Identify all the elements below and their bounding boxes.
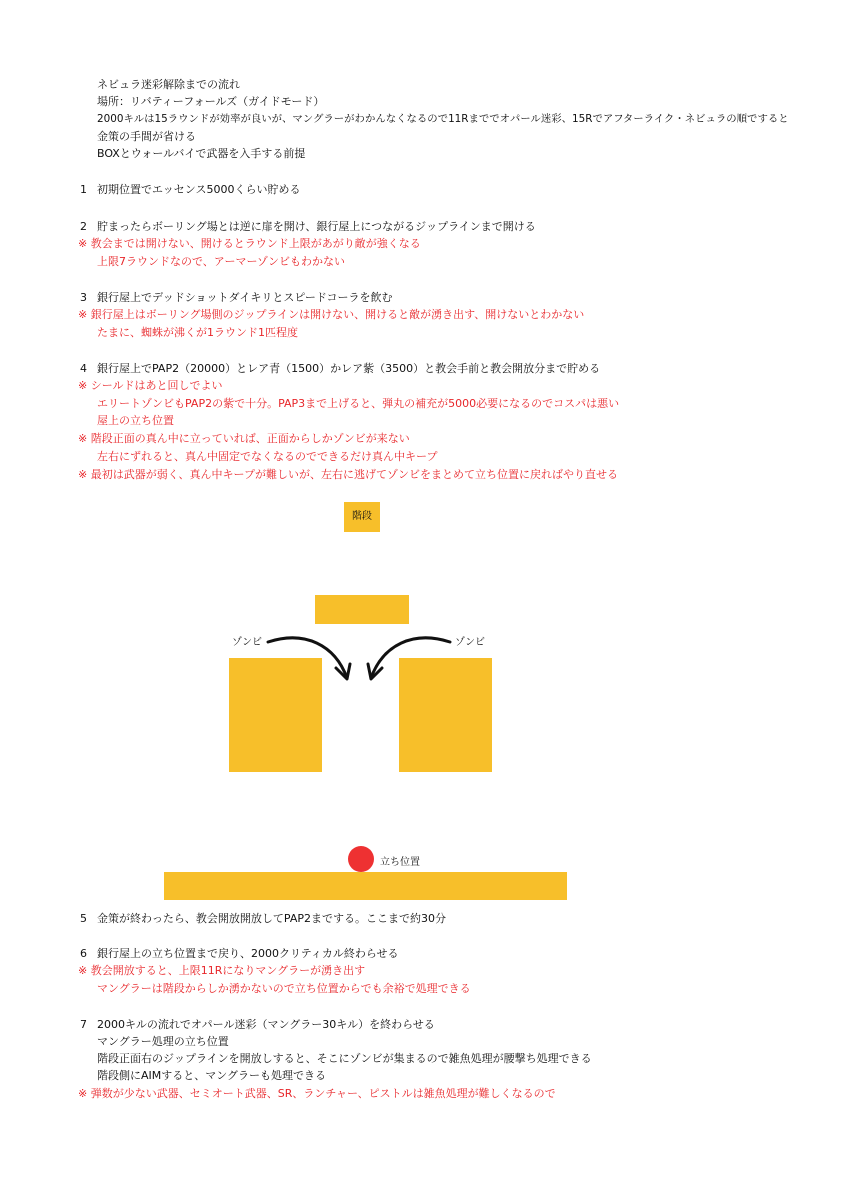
step-4-note-2: エリートゾンビもPAP2の紫で十分。PAP3まで上げると、弾丸の補充が5000必要になるのでコスパは悪い bbox=[97, 397, 620, 410]
step-2-text: 貯まったらボーリング場とは逆に扉を開け、銀行屋上につながるジップラインまで開ける bbox=[97, 220, 536, 233]
step-1-text: 初期位置でエッセンス5000くらい貯める bbox=[97, 183, 301, 196]
step-5-text: 金策が終わったら、教会開放開放してPAP2までする。ここまで約30分 bbox=[97, 912, 446, 925]
step-6-note-2: マングラーは階段からしか湧かないので立ち位置からでも余裕で処理できる bbox=[97, 982, 471, 995]
step-4-text: 銀行屋上でPAP2（20000）とレア青（1500）かレア紫（3500）と教会手前と教会開放分まで貯める bbox=[97, 362, 601, 375]
step-7-note-4: ※ 弾数が少ない武器、セミオート武器、SR、ランチャー、ピストルは雑魚処理が難しくなるので bbox=[78, 1087, 556, 1100]
step-4-note-6: ※ 最初は武器が弱く、真ん中キープが難しいが、左右に逃げてゾンビをまとめて立ち位置に戻ればやり直せる bbox=[78, 468, 618, 481]
step-4-number: 4 bbox=[80, 362, 87, 375]
step-1-number: 1 bbox=[80, 183, 87, 196]
intro-line-2: 場所：リバティーフォールズ（ガイドモード） bbox=[97, 95, 325, 108]
step-6-note-1: ※ 教会開放すると、上限11Rになりマングラーが湧き出す bbox=[78, 964, 366, 977]
zombie-left-label: ゾンビ bbox=[232, 637, 262, 648]
step-3-note-1: ※ 銀行屋上はボーリング場側のジップラインは開けない、開けると敵が湧き出す、開けないとわかない bbox=[78, 308, 585, 321]
stairs-label: 階段 bbox=[352, 511, 372, 522]
step-4-note-5: 左右にずれると、真ん中固定でなくなるのでできるだけ真ん中キープ bbox=[97, 450, 438, 463]
step-7-text: 2000キルの流れでオパール迷彩（マングラー30キル）を終わらせる bbox=[97, 1018, 435, 1031]
step-4-note-4: ※ 階段正面の真ん中に立っていれば、正面からしかゾンビが来ない bbox=[78, 432, 410, 445]
step-3-text: 銀行屋上でデッドショットダイキリとスピードコーラを飲む bbox=[97, 291, 393, 304]
rooftop-ledge bbox=[164, 872, 567, 900]
left-arrow-icon bbox=[268, 638, 347, 678]
step-3-note-2: たまに、蜘蛛が沸くが1ラウンド1匹程度 bbox=[97, 326, 298, 339]
step-2-note-1: ※ 教会までは開けない、開けるとラウンド上限があがり敵が強くなる bbox=[78, 237, 421, 250]
step-6-number: 6 bbox=[80, 947, 87, 960]
step-4-note-1: ※ シールドはあと回しでよい bbox=[78, 379, 223, 392]
right-arrow-icon bbox=[371, 638, 450, 678]
step-3-number: 3 bbox=[80, 291, 87, 304]
intro-line-1: ネビュラ迷彩解除までの流れ bbox=[97, 78, 240, 91]
step-2-note-2: 上限7ラウンドなので、アーマーゾンビもわかない bbox=[97, 255, 346, 268]
step-7-note-3: 階段側にAIMすると、マングラーも処理できる bbox=[97, 1069, 327, 1082]
stand-position-label: 立ち位置 bbox=[380, 857, 420, 868]
intro-line-5: BOXとウォールバイで武器を入手する前提 bbox=[97, 147, 306, 160]
intro-line-4: 金策の手間が省ける bbox=[97, 130, 196, 143]
intro-line-3: 2000キルは15ラウンドが効率が良いが、マングラーがわかんなくなるので11Rまででオパール迷彩、15Rでアフターライク・ネビュラの順ですると bbox=[97, 113, 789, 125]
stand-position-dot bbox=[348, 846, 374, 872]
step-5-number: 5 bbox=[80, 912, 87, 925]
zombie-right-label: ゾンビ bbox=[455, 637, 485, 648]
step-7-number: 7 bbox=[80, 1018, 87, 1031]
step-7-note-2: 階段正面右のジップラインを開放しすると、そこにゾンビが集まるので雑魚処理が腰撃ち処理できる bbox=[97, 1052, 592, 1065]
step-7-note-1: マングラー処理の立ち位置 bbox=[97, 1035, 229, 1048]
step-4-note-3: 屋上の立ち位置 bbox=[97, 414, 174, 427]
step-2-number: 2 bbox=[80, 220, 87, 233]
step-6-text: 銀行屋上の立ち位置まで戻り、2000クリティカル終わらせる bbox=[97, 947, 399, 960]
